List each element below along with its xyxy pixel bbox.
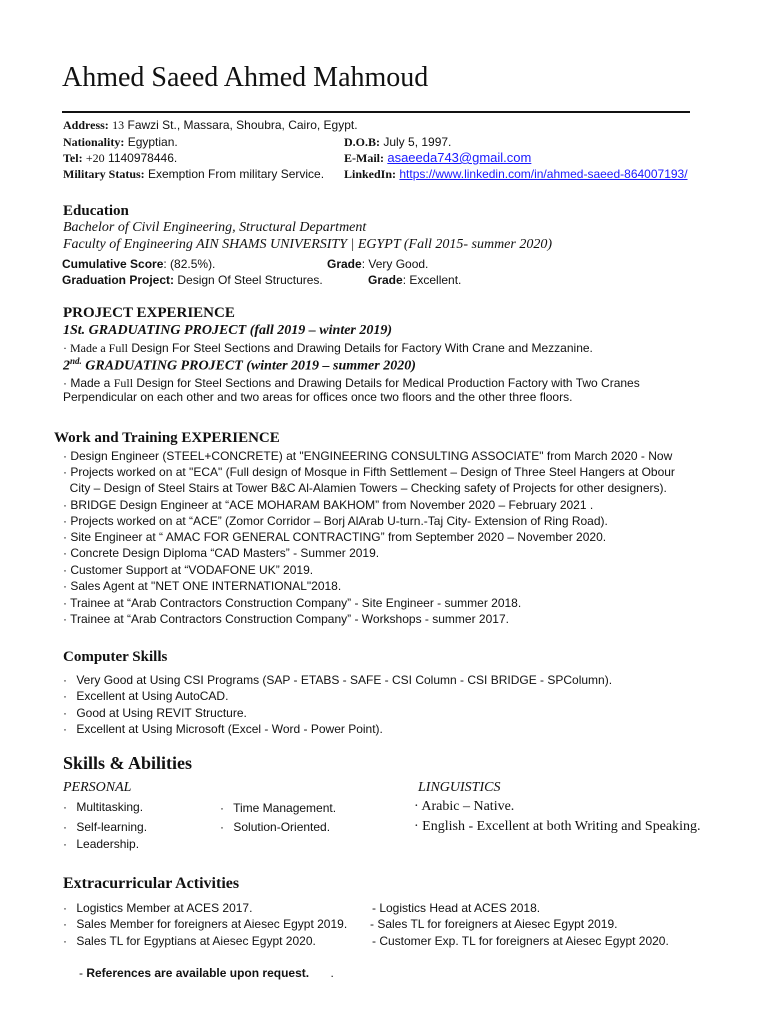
computer-skills-heading: Computer Skills	[63, 649, 168, 665]
computer-skill-item: · Excellent at Using Microsoft (Excel - Word - Power Point).	[63, 722, 383, 736]
activity-item: · Sales TL for Egyptians at Aiesec Egypt 2020.	[63, 934, 316, 948]
email-row	[344, 150, 531, 166]
nationality-value: Egyptian.	[127, 135, 178, 149]
activity-item: - Sales TL for foreigners at Aiesec Egypt 2019.	[370, 917, 618, 931]
project-2-description-line2: Perpendicular on each other and two areas for offices once two floors and the other three floors.	[63, 390, 573, 404]
email-label: E-Mail:	[344, 151, 384, 165]
personal-heading: PERSONAL	[63, 780, 132, 795]
personal-skill-item: · Solution-Oriented.	[220, 820, 331, 834]
work-item: · Trainee at “Arab Contractors Construction Company” - Workshops - summer 2017.	[63, 612, 509, 626]
grade-very-good: Grade: Very Good.	[327, 257, 429, 271]
computer-skill-item: · Excellent at Using AutoCAD.	[63, 689, 229, 703]
references-note: - References are available upon request. .	[79, 966, 334, 980]
work-item: · Trainee at “Arab Contractors Construction Company” - Site Engineer - summer 2018.	[63, 596, 522, 610]
extracurricular-heading: Extracurricular Activities	[63, 875, 240, 892]
linguistics-heading: LINGUISTICS	[418, 780, 501, 795]
tel-label: Tel:	[63, 151, 83, 165]
linkedin-link[interactable]: https://www.linkedin.com/in/ahmed-saeed-864007193/	[399, 167, 688, 181]
education-faculty: Faculty of Engineering AIN SHAMS UNIVERSITY | EGYPT (Fall 2015- summer 2020)	[63, 237, 553, 252]
personal-skill-item: · Leadership.	[63, 837, 140, 851]
military-label: Military Status:	[63, 167, 145, 181]
linkedin-label: LinkedIn:	[344, 167, 397, 181]
work-item: · Projects worked on at “ACE” (Zomor Corridor – Borj AlArab U-turn.-Taj City- Extension of Ring Road).	[63, 514, 608, 528]
project-2-title: $2^{nd.}$ GRADUATING PROJECT (winter 2019 – summer 2020)	[63, 356, 416, 374]
work-item: · Site Engineer at “ AMAC FOR GENERAL CONTRACTING” from September 2020 – November 2020.	[63, 530, 607, 544]
graduation-project: Graduation Project: Design Of Steel Structures.	[62, 273, 323, 287]
linkedin-row	[344, 167, 688, 182]
personal-skill-item: · Self-learning.	[63, 820, 148, 834]
tel-code: +20	[85, 151, 105, 165]
candidate-name: Ahmed Saeed Ahmed Mahmoud	[62, 62, 429, 93]
work-item: · Concrete Design Diploma “CAD Masters” - Summer 2019.	[63, 546, 380, 560]
email-link[interactable]: asaeeda743@gmail.com	[387, 150, 532, 165]
address-label: Address:	[63, 118, 109, 132]
tel-row	[63, 151, 177, 166]
dob-row	[344, 135, 451, 150]
tel-value: 1140978446.	[108, 151, 178, 165]
computer-skill-item: · Very Good at Using CSI Programs (SAP - ETABS - SAFE - CSI Column - CSI BRIDGE - SPColumn).	[63, 673, 613, 687]
skills-heading: Skills & Abilities	[63, 753, 193, 773]
address-row	[63, 118, 358, 133]
computer-skill-item: · Good at Using REVIT Structure.	[63, 706, 247, 720]
work-item: · Design Engineer (STEEL+CONCRETE) at "ENGINEERING CONSULTING ASSOCIATE" from March 2020 - Now	[63, 449, 673, 463]
project-1-description: · Made a Full Design For Steel Sections and Drawing Details for Factory With Crane and Mezzanine.	[63, 341, 593, 355]
personal-skill-item: · Time Management.	[220, 801, 337, 815]
activity-item: · Logistics Member at ACES 2017.	[63, 901, 253, 915]
military-row	[63, 167, 324, 182]
work-item: · Customer Support at “VODAFONE UK” 2019.	[63, 563, 314, 577]
project-experience-heading: PROJECT EXPERIENCE	[63, 305, 235, 321]
education-heading: Education	[63, 203, 129, 219]
work-item: City – Design of Steel Stairs at Tower B&C Al-Alamien Towers – Checking safety of Projects for other designers).	[63, 481, 667, 495]
work-item: · BRIDGE Design Engineer at “ACE MOHARAM BAKHOM” from November 2020 – February 2021 .	[63, 498, 594, 512]
address-number: 13	[112, 118, 125, 132]
work-experience-heading: Work and Training EXPERIENCE	[54, 430, 280, 446]
project-2-description-line1: · Made a Full Design for Steel Sections and Drawing Details for Medical Production Factory with Two Cranes	[63, 376, 640, 390]
dob-label: D.O.B:	[344, 135, 380, 149]
work-item: · Sales Agent at "NET ONE INTERNATIONAL"2018.	[63, 579, 342, 593]
address-value: Fawzi St., Massara, Shoubra, Cairo, Egypt.	[127, 118, 358, 132]
activity-item: - Logistics Head at ACES 2018.	[372, 901, 541, 915]
activity-item: - Customer Exp. TL for foreigners at Aiesec Egypt 2020.	[372, 934, 669, 948]
activity-item: · Sales Member for foreigners at Aiesec Egypt 2019.	[63, 917, 348, 931]
personal-skill-item: · Multitasking.	[63, 800, 144, 814]
language-item: · Arabic – Native.	[414, 799, 515, 814]
nationality-label: Nationality:	[63, 135, 125, 149]
military-value: Exemption From military Service.	[148, 167, 325, 181]
grade-excellent: Grade: Excellent.	[368, 273, 462, 287]
project-1-title: 1St. GRADUATING PROJECT (fall 2019 – winter 2019)	[63, 323, 393, 338]
header-divider	[62, 111, 690, 113]
work-item: · Projects worked on at "ECA" (Full design of Mosque in Fifth Settlement – Design of Three Steel Hangers at Obour	[63, 465, 675, 479]
cumulative-score: Cumulative Score: (82.5%).	[62, 257, 216, 271]
education-degree: Bachelor of Civil Engineering, Structural Department	[63, 220, 367, 235]
language-item: · English - Excellent at both Writing and Speaking.	[414, 819, 701, 834]
dob-value: July 5, 1997.	[383, 135, 452, 149]
nationality-row	[63, 135, 178, 150]
